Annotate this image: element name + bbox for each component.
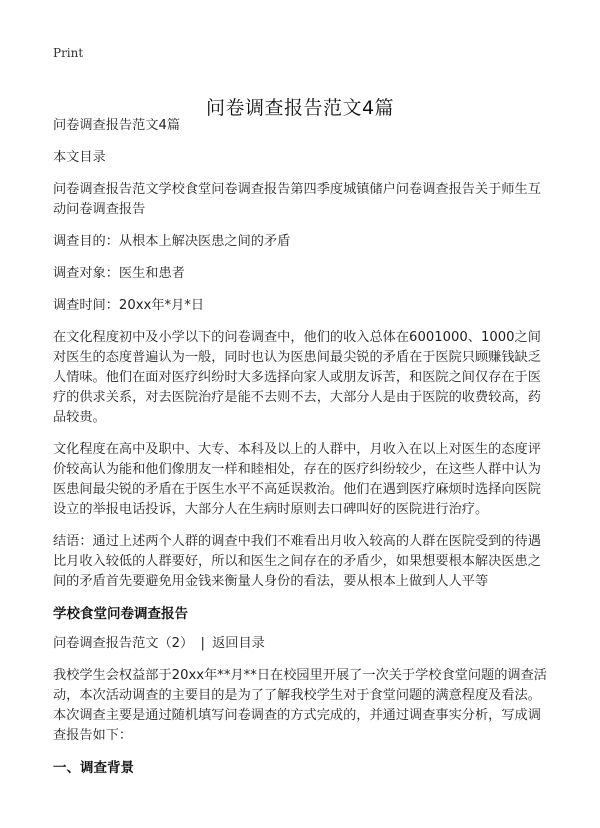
print-link[interactable]: Print — [53, 46, 84, 60]
article-body — [53, 116, 553, 788]
section-nav-row — [53, 634, 553, 654]
survey-purpose: 调查目的：从根本上解决医患之间的矛盾 — [53, 234, 291, 249]
survey-subject: 调查对象：医生和患者 — [53, 266, 185, 281]
toc-heading: 本文目录 — [53, 150, 106, 165]
back-to-toc-link[interactable]: 返回目录 — [212, 636, 265, 651]
survey-time: 调查时间：20xx年*月*日 — [53, 298, 205, 313]
paragraph-canteen-intro: 我校学生会权益部于20xx年**月**日在校园里开展了一次关于学校食堂问题的调查活动，本次活动调查的主要目的是为了了解我校学生对于食堂问题的满意程度及看法。本次调查主要是通过随机填写问卷调查的方式完成的，并通过调查事实分析，写成调查报告如下： — [53, 668, 547, 743]
paragraph-low-education: 在文化程度初中及小学以下的问卷调查中，他们的收入总体在6001000、1000之间对医生的态度普遍认为一般，同时也认为医患间最尖锐的矛盾在于医院只顾赚钱缺乏人情味。他们在面对医疗纠纷时大多选择向家人或朋友诉苦，和医院之间仅存在于医疗的供求关系，对去医院治疗是能不去则不去，大部分人是由于医院的收费较高，药品较贵。 — [53, 330, 541, 425]
paragraph-high-education: 文化程度在高中及职中、大专、本科及以上的人群中，月收入在以上对医生的态度评价较高认为能和他们像朋友一样和睦相处，存在的医疗纠纷较少，在这些人群中认为医患间最尖锐的矛盾在于医生水平不高延误救治。他们在遇到医疗麻烦时选择向医院设立的举报电话投诉，大部分人在生病时原则去口碑叫好的医院进行治疗。 — [53, 442, 541, 517]
section-heading-background: 一、调查背景 — [53, 760, 134, 776]
toc-line: 问卷调查报告范文学校食堂问卷调查报告第四季度城镇储户问卷调查报告关于师生互动问卷调查报告 — [53, 182, 541, 217]
separator: | — [200, 636, 205, 651]
section-heading-canteen: 学校食堂问卷调查报告 — [53, 606, 188, 622]
section-label: 问卷调查报告范文（2） — [53, 636, 194, 651]
page-title: 问卷调查报告范文4篇 — [205, 96, 395, 119]
article-subtitle: 问卷调查报告范文4篇 — [53, 118, 181, 133]
paragraph-conclusion: 结语：通过上述两个人群的调查中我们不难看出月收入较高的人群在医院受到的待遇比月收入较低的人群要好，所以和医生之间存在的矛盾少，如果想要根本解决医患之间的矛盾首先要避免用金钱来衡量人身份的看法，要从根本上做到人人平等 — [53, 534, 541, 589]
